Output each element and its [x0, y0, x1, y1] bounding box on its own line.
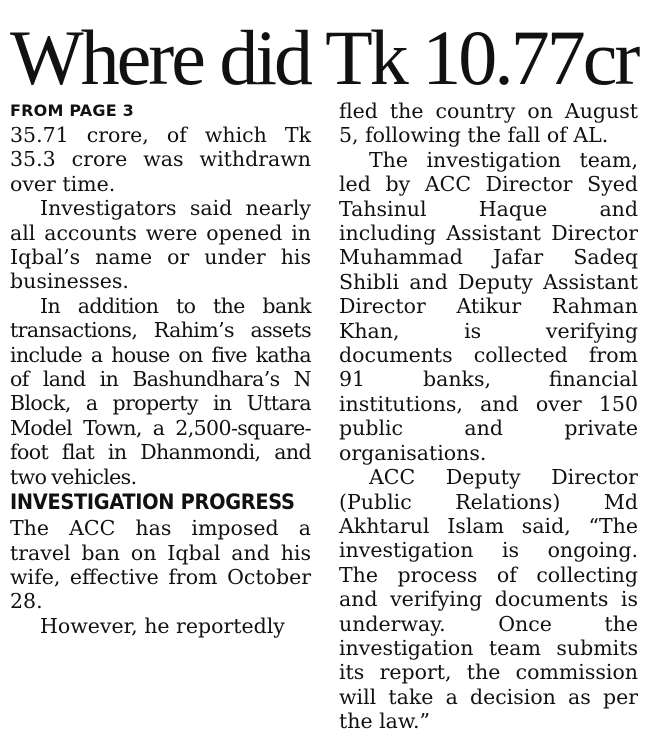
- continuation-kicker: FROM PAGE 3: [10, 101, 134, 120]
- article-column-left: [10, 99, 311, 638]
- section-subhead: INVESTIGATION PROGRESS: [10, 490, 295, 516]
- paragraph: However, he reportedly: [40, 613, 285, 638]
- headline: Where did Tk 10.77cr: [10, 14, 638, 101]
- paragraph: The investigation team, led by ACC Director Syed Tahsinul Haque and including Assistant Director Muhammad Jafar Sadeq Shibli and Deputy Assistant Director Atikur Rahman Khan, is verifying documents collected from 91 banks, financial institutions, and over 150 public and private organisations.: [339, 147, 638, 465]
- paragraph: Investigators said nearly all accounts were opened in Iqbal’s name or under his businesses.: [10, 196, 311, 294]
- paragraph: 35.71 crore, of which Tk 35.3 crore was withdrawn over time.: [10, 123, 311, 196]
- paragraph: The ACC has imposed a travel ban on Iqbal and his wife, effective from October 28.: [10, 516, 311, 614]
- paragraph: fled the country on August 5, following the fall of AL.: [339, 99, 638, 148]
- paragraph: In addition to the bank transactions, Rahim’s assets include a house on five katha of land in Bashundhara’s N Block, a property in Uttara Model Town, a 2,500-square-foot flat in Dhanmondi, and two vehicles.: [10, 293, 311, 489]
- paragraph: ACC Deputy Director (Public Relations) Md Akhtarul Islam said, “The investigation is ongoing. The process of collecting and verifying documents is underway. Once the investigation team submits its report, the commission will take a decision as per the law.”: [339, 465, 638, 734]
- article-column-right: [339, 99, 638, 734]
